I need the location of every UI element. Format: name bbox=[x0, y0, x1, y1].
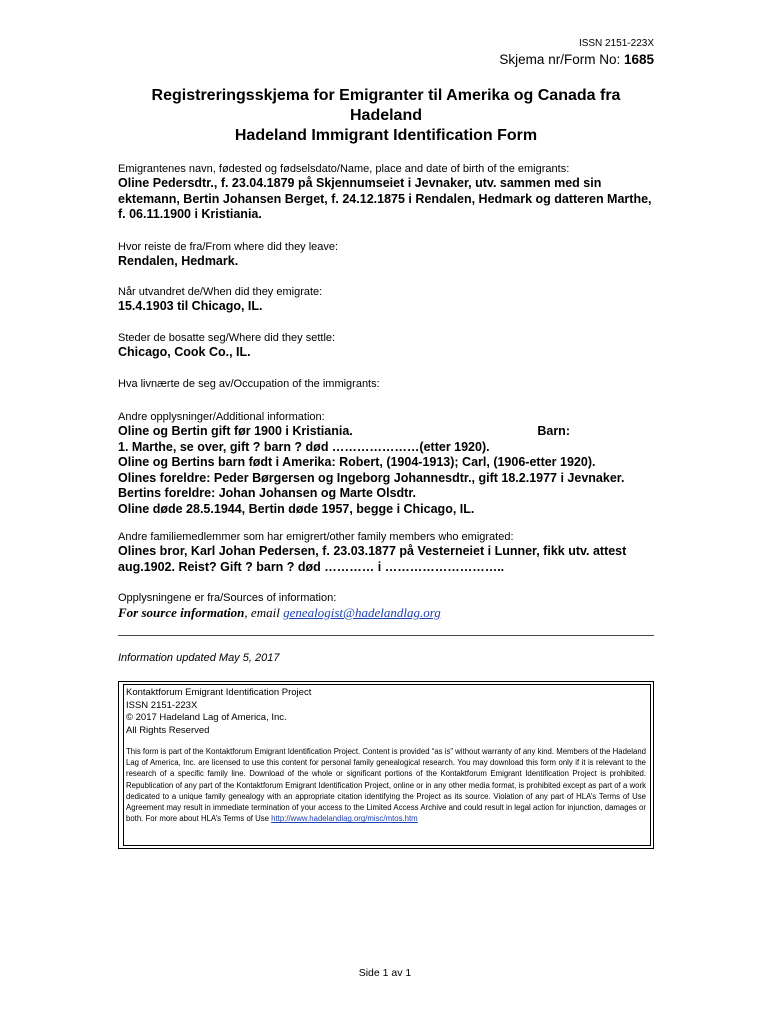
box-project-name: Kontaktforum Emigrant Identification Project bbox=[126, 687, 312, 698]
from-section bbox=[118, 240, 658, 270]
title-line-3: Hadeland Immigrant Identification Form bbox=[234, 127, 538, 144]
divider-line bbox=[118, 635, 654, 636]
form-number-line bbox=[499, 52, 654, 67]
additional-line-3: Oline og Bertins barn født i Amerika: Robert, (1904-1913); Carl, (1906-etter 1920). bbox=[118, 455, 596, 469]
family-value: Olines bror, Karl Johan Pedersen, f. 23.03.1877 på Vesterneiet i Lunner, fikk utv. attest aug.1902. Reist? Gift ? barn ? død ………… i ……………………….. bbox=[118, 544, 627, 574]
form-number: 1685 bbox=[623, 52, 654, 67]
additional-line-5: Bertins foreldre: Johan Johansen og Marte Olsdtr. bbox=[118, 486, 416, 500]
genealogist-email-link[interactable]: genealogist@hadelandlag.org bbox=[283, 605, 441, 620]
from-label: Hvor reiste de fra/From where did they leave: bbox=[118, 241, 339, 253]
issn-header: ISSN 2151-223X bbox=[578, 38, 654, 49]
page-footer: Side 1 av 1 bbox=[358, 967, 412, 979]
additional-line-2: 1. Marthe, se over, gift ? barn ? død …………………(etter 1920). bbox=[118, 439, 490, 454]
names-section bbox=[118, 162, 658, 223]
additional-line-1 bbox=[118, 424, 570, 440]
title-line-1: Registreringsskjema for Emigranter til Amerika og Canada fra bbox=[151, 87, 621, 104]
additional-children-label: Barn: bbox=[537, 424, 570, 438]
additional-section bbox=[118, 410, 658, 517]
names-value: Oline Pedersdtr., f. 23.04.1879 på Skjennumseiet i Jevnaker, utv. sammen med sin ektemann, Bertin Johansen Berget, f. 24.12.1875 i Rendalen, Hedmark og datteren Marthe, f. 06.11.1900 i Kristiania. bbox=[118, 176, 652, 221]
additional-label: Andre opplysninger/Additional information: bbox=[118, 411, 325, 423]
additional-line-4: Olines foreldre: Peder Børgersen og Ingeborg Johannesdtr., gift 18.2.1977 i Jevnaker. bbox=[118, 470, 625, 485]
family-section bbox=[118, 530, 658, 575]
additional-line-6: Oline døde 28.5.1944, Bertin døde 1957, begge i Chicago, IL. bbox=[118, 501, 475, 516]
box-rights: All Rights Reserved bbox=[126, 724, 210, 736]
box-issn: ISSN 2151-223X bbox=[126, 699, 198, 711]
when-label: Når utvandret de/When did they emigrate: bbox=[118, 286, 323, 298]
sources-label: Opplysningene er fra/Sources of information: bbox=[118, 592, 337, 604]
copyright-box-inner bbox=[123, 684, 651, 846]
settle-section bbox=[118, 331, 658, 361]
sources-mid: , email bbox=[244, 605, 284, 620]
occupation-section bbox=[118, 377, 658, 391]
terms-of-use-link[interactable]: http://www.hadelandlag.org/misc/mtos.htm bbox=[271, 814, 418, 824]
settle-label: Steder de bosatte seg/Where did they settle: bbox=[118, 332, 336, 344]
family-label: Andre familiemedlemmer som har emigrert/other family members who emigrated: bbox=[118, 531, 514, 543]
from-value: Rendalen, Hedmark. bbox=[118, 254, 239, 268]
settle-value: Chicago, Cook Co., IL. bbox=[118, 345, 251, 359]
occupation-label: Hva livnærte de seg av/Occupation of the immigrants: bbox=[118, 378, 380, 390]
updated-date: Information updated May 5, 2017 bbox=[118, 652, 280, 664]
document-title bbox=[118, 86, 654, 146]
copyright-box bbox=[118, 681, 654, 849]
when-value: 15.4.1903 til Chicago, IL. bbox=[118, 299, 263, 313]
title-line-2: Hadeland bbox=[349, 107, 422, 124]
when-section bbox=[118, 285, 658, 315]
sources-value bbox=[118, 605, 658, 621]
additional-marriage: Oline og Bertin gift før 1900 i Kristiania. bbox=[118, 424, 353, 438]
names-label: Emigrantenes navn, fødested og fødselsdato/Name, place and date of birth of the emigrants: bbox=[118, 163, 570, 175]
sources-section bbox=[118, 591, 658, 621]
legal-paragraph: This form is part of the Kontaktforum Emigrant Identification Project. Content is provided “as is” without warranty of any kind. Members of the Hadeland Lag of America, Inc. are licensed to use this content for personal family genealogical research. You may download this form only if it is relevant to the research of a specific family line. Download of the whole or significant portions of the Kontaktforum Emigrant Identification Project is prohibited. Republication of any part of the Kontaktforum Emigrant Identification Project, online or in any other media format, is prohibited except as part of a work dedicated to a unique family genealogy with an appropriate citation identifying the Project as its source. Violation of any part of HLA’s Terms of Use Agreement may result in immediate termination of your access to the Limited Access Archive and could result in legal action for injunction, damages or both. For more about HLA’s Terms of Use bbox=[126, 747, 646, 824]
box-legal-text bbox=[126, 746, 646, 824]
box-copyright: © 2017 Hadeland Lag of America, Inc. bbox=[126, 712, 287, 723]
sources-lead: For source information bbox=[118, 605, 245, 620]
form-number-label: Skjema nr/Form No: bbox=[499, 52, 624, 67]
